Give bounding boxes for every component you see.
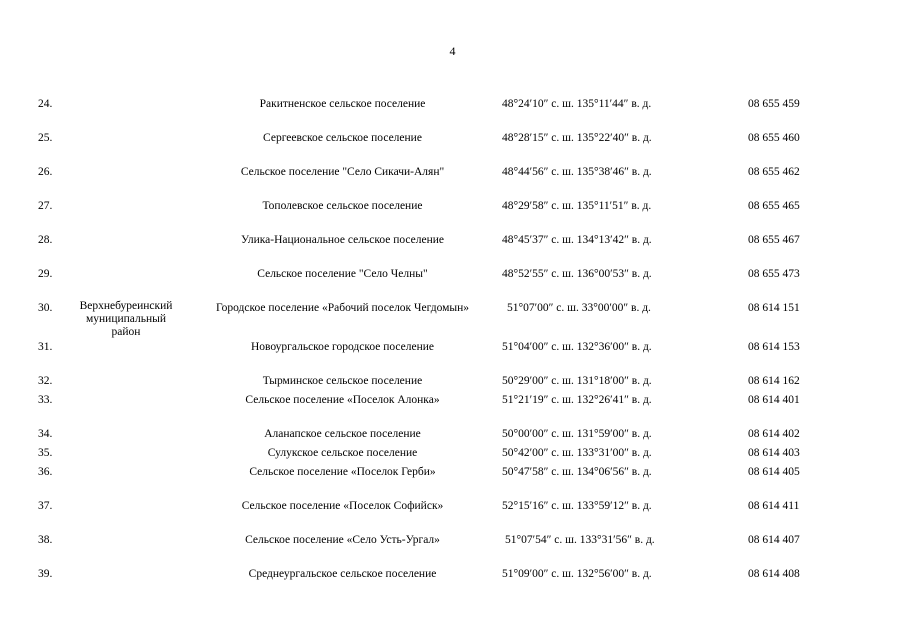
settlement-name: Сельское поселение «Поселок Герби» [249,466,436,478]
settlement-name: Среднеургальское сельское поселение [248,568,437,580]
table-row [0,393,905,407]
row-number: 26. [38,166,53,178]
settlement-name: Аланапское сельское поселение [264,428,421,440]
oktmo-code: 08 614 401 [748,394,800,406]
district-label-line: район [111,326,141,338]
coordinates: 51°04′00″ с. ш. 132°36′00″ в. д. [502,341,652,353]
row-number: 35. [38,447,53,459]
coordinates: 51°21′19″ с. ш. 132°26′41″ в. д. [502,394,652,406]
settlement-name: Новоургальское городское поселение [250,341,435,353]
oktmo-code: 08 614 411 [748,500,800,512]
settlement-name: Сулукское сельское поселение [267,447,418,459]
coordinates: 50°29′00″ с. ш. 131°18′00″ в. д. [502,375,652,387]
district-label-line: Верхнебуреинский [79,300,173,312]
oktmo-code: 08 614 153 [748,341,800,353]
row-number: 38. [38,534,53,546]
oktmo-code: 08 614 402 [748,428,800,440]
coordinates: 51°07′00″ с. ш. 33°00′00″ в. д. [507,302,651,314]
coordinates: 51°07′54″ с. ш. 133°31′56″ в. д. [505,534,655,546]
oktmo-code: 08 614 407 [748,534,800,546]
table-row [0,97,905,111]
table-row [0,499,905,513]
oktmo-code: 08 614 405 [748,466,800,478]
row-number: 37. [38,500,53,512]
table-row [0,465,905,479]
oktmo-code: 08 614 403 [748,447,800,459]
table-row [0,301,905,315]
coordinates: 48°24′10″ с. ш. 135°11′44″ в. д. [502,98,652,110]
row-number: 28. [38,234,53,246]
coordinates: 52°15′16″ с. ш. 133°59′12″ в. д. [502,500,652,512]
coordinates: 48°29′58″ с. ш. 135°11′51″ в. д. [502,200,652,212]
settlement-name: Ракитненское сельское поселение [259,98,426,110]
settlement-name: Сельское поселение «Село Усть-Ургал» [245,534,440,546]
table-row [0,567,905,581]
settlement-name: Тырминское сельское поселение [262,375,423,387]
oktmo-code: 08 655 460 [748,132,800,144]
row-number: 29. [38,268,53,280]
table-row [0,267,905,281]
row-number: 39. [38,568,53,580]
table-row [0,340,905,354]
row-number: 30. [38,302,53,314]
row-number: 25. [38,132,53,144]
table-row [0,199,905,213]
table-row [0,533,905,547]
settlement-name: Сельское поселение "Село Челны" [257,268,428,280]
coordinates: 50°42′00″ с. ш. 133°31′00″ в. д. [502,447,652,459]
oktmo-code: 08 655 459 [748,98,800,110]
table-row [0,446,905,460]
oktmo-code: 08 655 473 [748,268,800,280]
oktmo-code: 08 655 465 [748,200,800,212]
coordinates: 48°45′37″ с. ш. 134°13′42″ в. д. [502,234,652,246]
coordinates: 48°52′55″ с. ш. 136°00′53″ в. д. [502,268,652,280]
row-number: 27. [38,200,53,212]
row-number: 33. [38,394,53,406]
table-row [0,131,905,145]
coordinates: 50°47′58″ с. ш. 134°06′56″ в. д. [502,466,652,478]
page-number: 4 [449,44,456,58]
table-row [0,233,905,247]
settlement-name: Сергеевское сельское поселение [263,132,422,144]
settlement-name: Улика-Национальное сельское поселение [240,234,445,246]
coordinates: 48°28′15″ с. ш. 135°22′40″ в. д. [502,132,652,144]
row-number: 24. [38,98,53,110]
table-row [0,165,905,179]
table-row [0,427,905,441]
settlement-name: Сельское поселение «Поселок Софийск» [241,500,444,512]
coordinates: 50°00′00″ с. ш. 131°59′00″ в. д. [502,428,652,440]
row-number: 32. [38,375,53,387]
table-row [0,374,905,388]
settlement-name: Сельское поселение "Село Сикачи-Алян" [240,166,445,178]
row-number: 36. [38,466,53,478]
oktmo-code: 08 614 162 [748,375,800,387]
coordinates: 48°44′56″ с. ш. 135°38′46″ в. д. [502,166,652,178]
settlement-name: Сельское поселение «Поселок Алонка» [245,394,440,406]
row-number: 34. [38,428,53,440]
oktmo-code: 08 614 151 [748,302,800,314]
oktmo-code: 08 614 408 [748,568,800,580]
district-label-line: муниципальный [85,313,167,325]
oktmo-code: 08 655 462 [748,166,800,178]
oktmo-code: 08 655 467 [748,234,800,246]
row-number: 31. [38,341,53,353]
settlement-name: Городское поселение «Рабочий поселок Чегдомын» [215,302,470,314]
coordinates: 51°09′00″ с. ш. 132°56′00″ в. д. [502,568,652,580]
settlement-name: Тополевское сельское поселение [262,200,423,212]
